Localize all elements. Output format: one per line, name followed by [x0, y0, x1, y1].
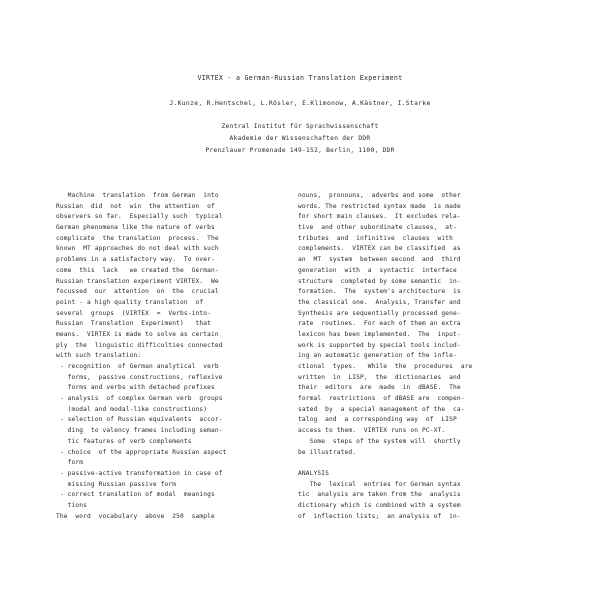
right-column-text-line: for short main clauses. It excludes rela-: [298, 213, 461, 221]
left-column-text-line: come this lack we created the German-: [56, 266, 219, 274]
left-column-text-line: The word vocabulary above 250 sample: [56, 512, 215, 520]
left-column-text-line: ding to valency frames including seman-: [56, 427, 223, 435]
author-list: J.Kunze, R.Hentschel, L.Rösler, E.Klimonow, A.Kästner, I.Starke: [169, 99, 431, 107]
right-column-text-line: dictionary which is combined with a system: [298, 501, 461, 509]
left-column-text-line: observers so far. Especially such typical: [56, 213, 223, 221]
right-column-text-line: access to them. VIRTEX runs on PC-XT.: [298, 427, 446, 435]
right-column-text-line: tive and other subordinate clauses, at-: [298, 224, 457, 232]
left-column-text-line: with such translation:: [56, 352, 142, 360]
right-column: [298, 191, 538, 522]
left-column-text-line: point - a high quality translation of: [56, 298, 204, 306]
left-column-text-line: - analysis of complex German verb groups: [56, 395, 223, 403]
left-column-text-line: tions: [56, 501, 88, 509]
affiliation-line-2: Akademie der Wissenschaften der DDR: [229, 135, 371, 142]
left-column-text-line: forms, passive constructions, reflexive: [56, 373, 223, 381]
right-column-text-line: tributes and infinitive clauses with: [298, 234, 454, 242]
right-column-text-line: ANALYSIS: [298, 469, 330, 477]
left-column-text-line: known MT approaches do not deal with such: [56, 245, 219, 253]
left-column: [56, 191, 292, 522]
right-column-text-line: be illustrated.: [298, 448, 357, 456]
right-column-text-line: rate routines. For each of them an extra: [298, 320, 461, 328]
left-column-text-line: - choice of the appropriate Russian aspect: [56, 448, 227, 456]
right-column-text-line: written in LISP, the dictionaries and: [298, 373, 461, 381]
left-column-text-line: German phenomena like the nature of verbs: [56, 224, 215, 232]
paper-title: VIRTEX - a German-Russian Translation Experiment: [197, 74, 403, 82]
right-column-text-line: generation with a syntactic interface: [298, 266, 457, 274]
left-column-text-line: form: [56, 459, 84, 467]
left-column-text-line: means. VIRTEX is made to solve as certain: [56, 330, 219, 338]
right-column-text-line: [298, 458, 538, 469]
right-column-text-line: The lexical entries for German syntax: [298, 480, 461, 488]
right-column-text-line: work is supported by special tools includ-: [298, 341, 461, 349]
left-column-text-line: problems in a satisfactory way. To over-: [56, 256, 215, 264]
right-column-text-line: ing an automatic generation of the infle-: [298, 352, 457, 360]
right-column-text-line: an MT system between second and third: [298, 256, 461, 264]
right-column-text-line: ctional types. While the procedures are: [298, 363, 473, 370]
left-column-text-line: (modal and modal-like constructions): [56, 405, 208, 413]
right-column-text-line: formal restrictions of dBASE are compen-: [298, 395, 465, 403]
left-column-text-line: Machine translation from German into: [56, 192, 219, 199]
left-column-text-line: Russian Translation Experiment) that: [56, 320, 212, 328]
left-column-text-line: - recognition of German analytical verb: [56, 363, 219, 370]
left-column-text-line: missing Russian passive form: [56, 480, 177, 488]
right-column-text-line: complements. VIRTEX can be classified as: [298, 245, 461, 253]
left-column-text-line: forms and verbs with detached prefixes: [56, 384, 215, 392]
right-column-text-line: of inflection lists; an analysis of in-: [298, 512, 461, 520]
right-column-text-line: formation. The system's architecture is: [298, 288, 461, 296]
right-column-text-line: structure completed by some semantic in-: [298, 277, 461, 285]
left-column-text-line: complicate the translation process. The: [56, 234, 219, 242]
left-column-text-line: several groups (VIRTEX = Verbs-into-: [56, 309, 212, 317]
right-column-text-line: Synthesis are sequentially processed gene-: [298, 309, 461, 317]
right-column-text-line: tic analysis are taken from the analysis: [298, 491, 461, 499]
affiliation-line-3: Prenzlauer Promenade 149-152, Berlin, 1100, DDR: [205, 147, 395, 154]
left-column-text-line: - passive-active transformation in case of: [56, 469, 223, 477]
affiliation-line-1: Zentral Institut für Sprachwissenschaft: [221, 123, 379, 130]
right-column-text-line: the classical one. Analysis, Transfer and: [298, 298, 461, 306]
left-column-text-line: Russian did not win the attention of: [56, 202, 215, 210]
right-column-text-line: Some steps of the system will shortly: [298, 437, 461, 445]
right-column-text-line: lexicon has been implemented. The input-: [298, 330, 461, 338]
right-column-text-line: talog and a corresponding way of LISP: [298, 416, 457, 424]
left-column-text-line: focussed our attention on the crucial: [56, 288, 219, 296]
right-column-text-line: sated by a special management of the ca-: [298, 405, 465, 413]
left-column-text-line: tic features of verb complements: [56, 437, 192, 445]
left-column-text-line: ply the linguistic difficulties connected: [56, 341, 223, 349]
right-column-text-line: words. The restricted syntax made is made: [298, 202, 461, 210]
right-column-text-line: their editors are made in dBASE. The: [298, 384, 461, 392]
right-column-text-line: nouns, pronouns, adverbs and some other: [298, 192, 461, 199]
left-column-text-line: Russian translation experiment VIRTEX. We: [56, 277, 219, 285]
left-column-text-line: - selection of Russian equivalents accor-: [56, 416, 223, 424]
left-column-text-line: - correct translation of modal meanings: [56, 491, 215, 499]
